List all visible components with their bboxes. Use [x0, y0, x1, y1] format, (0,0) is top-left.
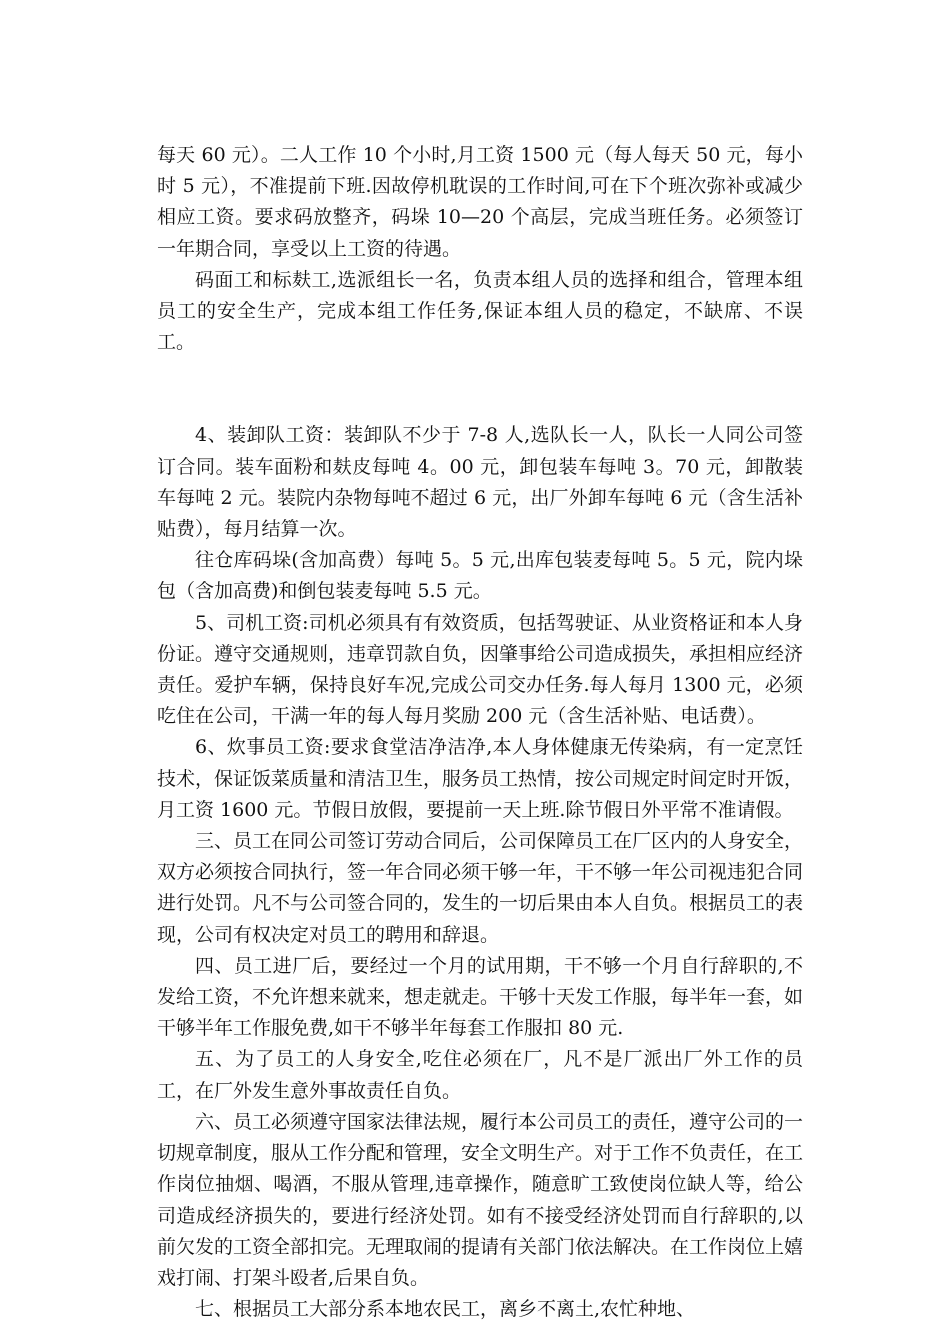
paragraph-driver-wages: 5、司机工资:司机必须具有有效资质，包括驾驶证、从业资格证和本人身份证。遵守交通规则，违章罚款自负，因肇事给公司造成损失，承担相应经济责任。爱护车辆，保持良好车况,完成公司交办任务.每人每月 1300 元，必须吃住在公司，干满一年的每人每月奖励 200 元（含生活补贴、电话费）。: [157, 611, 804, 728]
paragraph-section-7: 七、根据员工大部分系本地农民工，离乡不离土,农忙种地、: [195, 1298, 696, 1321]
paragraph-section-5: 五、为了员工的人身安全,吃住必须在厂，凡不是厂派出厂外工作的员工，在厂外发生意外事故责任自负。: [157, 1048, 803, 1102]
paragraph-spacer: [157, 358, 803, 420]
paragraph-section-6: 六、员工必须遵守国家法律法规，履行本公司员工的责任，遵守公司的一切规章制度，服从工作分配和管理，安全文明生产。对于工作不负责任，在工作岗位抽烟、喝酒，不服从管理,违章操作，随意旷工致使岗位缺人等，给公司造成经济损失的，要进行经济处罚。如有不接受经济处罚而自行辞职的,以前欠发的工资全部扣完。无理取闹的提请有关部门依法解决。在工作岗位上嬉戏打闹、打架斗殴者,后果自负。: [157, 1110, 804, 1289]
paragraph-cook-wages: 6、炊事员工资:要求食堂洁净洁净,本人身体健康无传染病，有一定烹饪技术，保证饭菜质量和清洁卫生，服务员工热情，按公司规定时间定时开饭，月工资 1600 元。节假日放假，要提前一天上班.除节假日外平常不准请假。: [157, 736, 804, 821]
paragraph-section-4: 四、员工进厂后，要经过一个月的试用期，干不够一个月自行辞职的,不发给工资，不允许想来就来，想走就走。干够十天发工作服，每半年一套，如干够半年工作服免费,如干不够半年每套工作服扣 80 元.: [157, 954, 804, 1040]
paragraph-section-3: 三、员工在同公司签订劳动合同后，公司保障员工在厂区内的人身安全，双方必须按合同执行，签一年合同必须干够一年，干不够一年公司视违犯合同进行处罚。凡不与公司签合同的，发生的一切后果由本人自负。根据员工的表现，公司有权决定对员工的聘用和辞退。: [157, 830, 804, 946]
paragraph-team-leader: 码面工和标麸工,选派组长一名，负责本组人员的选择和组合，管理本组员工的安全生产，完成本组工作任务,保证本组人员的稳定，不缺席、不误工。: [157, 268, 803, 354]
paragraph-warehouse-stacking: 往仓库码垛(含加高费）每吨 5。5 元,出库包装麦每吨 5。5 元，院内垛包（含加高费)和倒包装麦每吨 5.5 元。: [157, 549, 803, 603]
document-page: [157, 140, 803, 1325]
paragraph-wage-continuation: 每天 60 元）。二人工作 10 个小时,月工资 1500 元（每人每天 50 元，每小时 5 元），不准提前下班.因故停机耽误的工作时间,可在下个班次弥补或减少相应工资。要求码放整齐，码垛 10—20 个高层，完成当班任务。必须签订一年期合同，享受以上工资的待遇。: [157, 144, 803, 260]
paragraph-loading-team-wages: 4、装卸队工资：装卸队不少于 7-8 人,选队长一人，队长一人同公司签订合同。装车面粉和麸皮每吨 4。00 元，卸包装车每吨 3。70 元，卸散装车每吨 2 元。装院内杂物每吨不超过 6 元，出厂外卸车每吨 6 元（含生活补贴费），每月结算一次。: [157, 424, 803, 541]
